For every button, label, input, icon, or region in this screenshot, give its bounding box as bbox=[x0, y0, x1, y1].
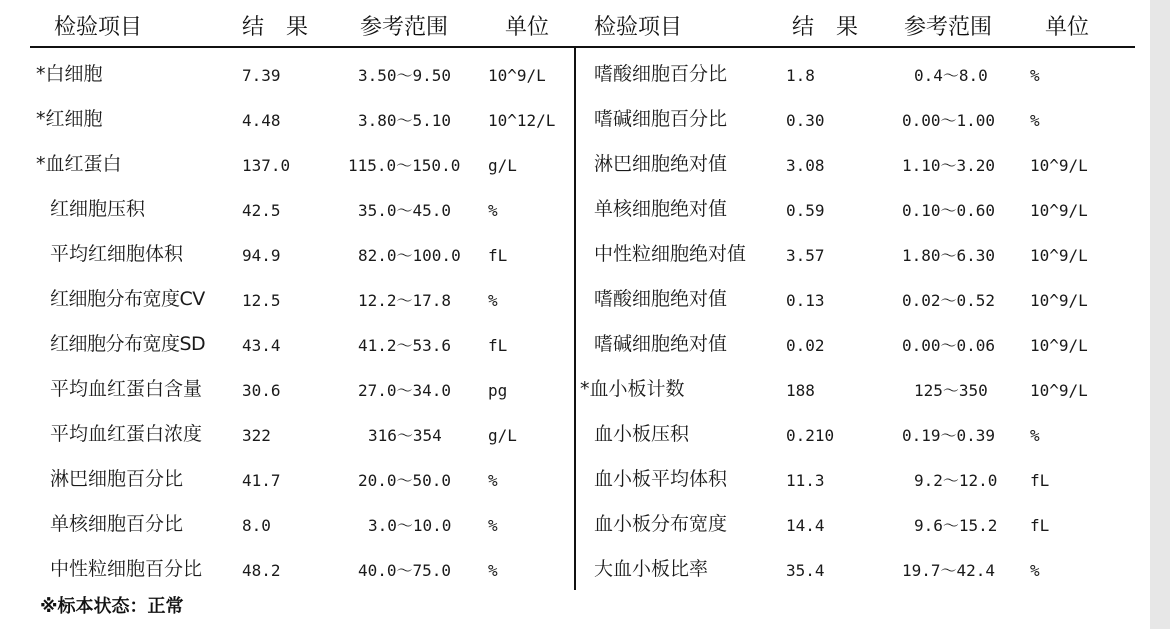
item-range: 20.0～50.0 bbox=[358, 471, 452, 490]
header-unit-right: 单位 bbox=[1045, 15, 1090, 40]
item-unit: pg bbox=[488, 381, 508, 400]
item-result: 0.13 bbox=[786, 291, 825, 310]
item-unit: 10^9/L bbox=[1030, 336, 1088, 355]
header-result-right: 结 果 bbox=[792, 15, 859, 40]
item-name: 嗜碱细胞绝对值 bbox=[594, 333, 728, 355]
item-unit: 10^9/L bbox=[1030, 246, 1088, 265]
page-edge bbox=[1150, 0, 1170, 629]
item-range: 9.2～12.0 bbox=[914, 471, 998, 490]
item-result: 4.48 bbox=[242, 111, 281, 130]
item-unit: 10^9/L bbox=[1030, 201, 1088, 220]
item-unit: 10^9/L bbox=[488, 66, 546, 85]
item-name: *血红蛋白 bbox=[36, 153, 122, 175]
item-range: 0.4～8.0 bbox=[914, 66, 988, 85]
item-result: 0.59 bbox=[786, 201, 825, 220]
item-name: 红细胞分布宽度CV bbox=[50, 288, 205, 310]
header-range-left: 参考范围 bbox=[360, 15, 449, 40]
item-result: 0.210 bbox=[786, 426, 835, 445]
item-name: 嗜酸细胞绝对值 bbox=[594, 288, 728, 310]
item-unit: % bbox=[1030, 561, 1040, 580]
item-name: *白细胞 bbox=[36, 63, 103, 85]
item-range: 35.0～45.0 bbox=[358, 201, 452, 220]
item-name: 红细胞分布宽度SD bbox=[50, 333, 206, 355]
specimen-status-note: ※标本状态：正常 bbox=[40, 596, 184, 617]
item-range: 12.2～17.8 bbox=[358, 291, 452, 310]
item-unit: fL bbox=[488, 336, 508, 355]
item-result: 8.0 bbox=[242, 516, 271, 535]
item-unit: 10^9/L bbox=[1030, 381, 1088, 400]
item-name: *血小板计数 bbox=[580, 378, 685, 400]
header-divider bbox=[30, 46, 1135, 48]
header-result-left: 结 果 bbox=[242, 15, 309, 40]
item-range: 40.0～75.0 bbox=[358, 561, 452, 580]
item-name: 单核细胞百分比 bbox=[50, 513, 184, 535]
item-result: 0.02 bbox=[786, 336, 825, 355]
item-unit: % bbox=[488, 561, 498, 580]
item-range: 0.02～0.52 bbox=[902, 291, 996, 310]
item-name: 单核细胞绝对值 bbox=[594, 198, 728, 220]
item-name: 大血小板比率 bbox=[594, 558, 709, 580]
item-range: 82.0～100.0 bbox=[358, 246, 461, 265]
item-unit: % bbox=[488, 201, 498, 220]
item-name: 中性粒细胞绝对值 bbox=[594, 243, 747, 265]
item-name: 红细胞压积 bbox=[50, 198, 146, 220]
header-unit-left: 单位 bbox=[505, 15, 550, 40]
item-unit: % bbox=[1030, 66, 1040, 85]
item-unit: g/L bbox=[488, 426, 517, 445]
item-result: 7.39 bbox=[242, 66, 281, 85]
item-range: 1.10～3.20 bbox=[902, 156, 996, 175]
item-name: 血小板平均体积 bbox=[594, 468, 728, 490]
item-unit: % bbox=[1030, 426, 1040, 445]
item-result: 14.4 bbox=[786, 516, 825, 535]
item-result: 12.5 bbox=[242, 291, 281, 310]
item-range: 125～350 bbox=[914, 381, 988, 400]
item-range: 3.80～5.10 bbox=[358, 111, 452, 130]
item-result: 0.30 bbox=[786, 111, 825, 130]
item-result: 30.6 bbox=[242, 381, 281, 400]
item-result: 43.4 bbox=[242, 336, 281, 355]
item-range: 1.80～6.30 bbox=[902, 246, 996, 265]
item-name: 嗜碱细胞百分比 bbox=[594, 108, 728, 130]
item-unit: fL bbox=[488, 246, 508, 265]
column-divider bbox=[574, 48, 576, 590]
item-result: 1.8 bbox=[786, 66, 815, 85]
item-range: 3.50～9.50 bbox=[358, 66, 452, 85]
item-unit: % bbox=[488, 471, 498, 490]
item-name: 嗜酸细胞百分比 bbox=[594, 63, 728, 85]
item-range: 0.00～1.00 bbox=[902, 111, 996, 130]
header-range-right: 参考范围 bbox=[904, 15, 993, 40]
item-result: 11.3 bbox=[786, 471, 825, 490]
item-name: 血小板分布宽度 bbox=[594, 513, 728, 535]
item-name: 中性粒细胞百分比 bbox=[50, 558, 203, 580]
item-unit: fL bbox=[1030, 471, 1050, 490]
item-range: 27.0～34.0 bbox=[358, 381, 452, 400]
item-result: 41.7 bbox=[242, 471, 281, 490]
item-unit: % bbox=[488, 291, 498, 310]
item-name: 平均血红蛋白含量 bbox=[50, 378, 203, 400]
item-name: 平均血红蛋白浓度 bbox=[50, 423, 203, 445]
item-result: 322 bbox=[242, 426, 271, 445]
item-result: 188 bbox=[786, 381, 815, 400]
item-result: 3.08 bbox=[786, 156, 825, 175]
item-range: 3.0～10.0 bbox=[368, 516, 452, 535]
item-range: 115.0～150.0 bbox=[348, 156, 461, 175]
item-name: 淋巴细胞绝对值 bbox=[594, 153, 728, 175]
item-name: 平均红细胞体积 bbox=[50, 243, 184, 265]
item-result: 3.57 bbox=[786, 246, 825, 265]
item-range: 19.7～42.4 bbox=[902, 561, 996, 580]
item-name: 血小板压积 bbox=[594, 423, 690, 445]
item-unit: % bbox=[1030, 111, 1040, 130]
item-unit: g/L bbox=[488, 156, 517, 175]
item-result: 35.4 bbox=[786, 561, 825, 580]
item-name: *红细胞 bbox=[36, 108, 103, 130]
item-range: 316～354 bbox=[368, 426, 442, 445]
item-range: 41.2～53.6 bbox=[358, 336, 452, 355]
header-item-right: 检验项目 bbox=[594, 15, 683, 40]
item-range: 0.10～0.60 bbox=[902, 201, 996, 220]
item-range: 9.6～15.2 bbox=[914, 516, 998, 535]
item-result: 42.5 bbox=[242, 201, 281, 220]
item-range: 0.00～0.06 bbox=[902, 336, 996, 355]
item-result: 94.9 bbox=[242, 246, 281, 265]
header-item-left: 检验项目 bbox=[54, 15, 143, 40]
item-range: 0.19～0.39 bbox=[902, 426, 996, 445]
item-result: 48.2 bbox=[242, 561, 281, 580]
item-unit: 10^9/L bbox=[1030, 156, 1088, 175]
item-unit: fL bbox=[1030, 516, 1050, 535]
item-result: 137.0 bbox=[242, 156, 291, 175]
item-unit: 10^12/L bbox=[488, 111, 556, 130]
item-unit: 10^9/L bbox=[1030, 291, 1088, 310]
item-name: 淋巴细胞百分比 bbox=[50, 468, 184, 490]
item-unit: % bbox=[488, 516, 498, 535]
